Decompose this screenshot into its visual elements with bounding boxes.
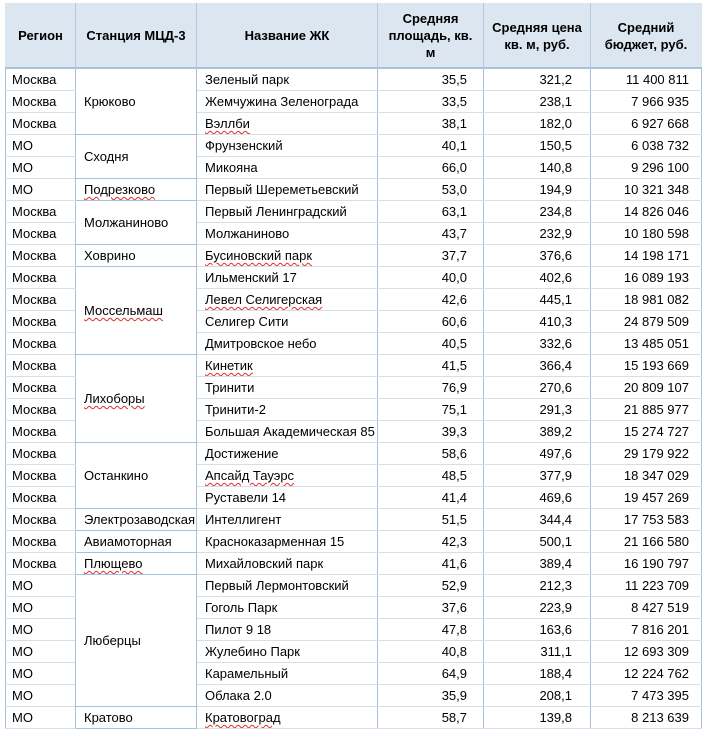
- cell-area[interactable]: 40,8: [378, 641, 484, 663]
- cell-complex-name[interactable]: [197, 179, 378, 201]
- cell-budget[interactable]: 24 879 509: [591, 311, 702, 333]
- cell-budget[interactable]: 18 347 029: [591, 465, 702, 487]
- table-row: [6, 509, 702, 531]
- cell-area[interactable]: 42,3: [378, 531, 484, 553]
- cell-price[interactable]: 291,3: [484, 399, 591, 421]
- cell-complex-name[interactable]: [197, 399, 378, 421]
- cell-price[interactable]: 150,5: [484, 135, 591, 157]
- cell-area[interactable]: 47,8: [378, 619, 484, 641]
- cell-price[interactable]: 376,6: [484, 245, 591, 267]
- table-row: [6, 135, 702, 157]
- cell-area[interactable]: 63,1: [378, 201, 484, 223]
- cell-area[interactable]: 33,5: [378, 91, 484, 113]
- table-row: [6, 707, 702, 729]
- cell-price[interactable]: 163,6: [484, 619, 591, 641]
- complex-name-label: Жулебино Парк: [205, 644, 300, 659]
- cell-station[interactable]: [76, 68, 197, 135]
- cell-station[interactable]: [76, 553, 197, 575]
- station-label: Подрезково: [84, 182, 156, 197]
- complex-name-label: Дмитровское небо: [205, 336, 317, 351]
- residential-complex-table: [5, 3, 702, 729]
- cell-price[interactable]: 234,8: [484, 201, 591, 223]
- cell-region[interactable]: Москва: [6, 487, 76, 509]
- complex-name-label: Красноказарменная 15: [205, 534, 345, 549]
- cell-price[interactable]: 402,6: [484, 267, 591, 289]
- cell-area[interactable]: 51,5: [378, 509, 484, 531]
- cell-station[interactable]: [76, 443, 197, 509]
- cell-price[interactable]: 332,6: [484, 333, 591, 355]
- cell-complex-name[interactable]: [197, 68, 378, 91]
- cell-complex-name[interactable]: [197, 223, 378, 245]
- table-body: [6, 68, 702, 729]
- complex-name-label: Облака 2.0: [205, 688, 272, 703]
- cell-area[interactable]: 64,9: [378, 663, 484, 685]
- cell-complex-name[interactable]: [197, 553, 378, 575]
- cell-complex-name[interactable]: [197, 421, 378, 443]
- station-label: Кратово: [84, 710, 133, 725]
- cell-station[interactable]: [76, 707, 197, 729]
- cell-price[interactable]: 270,6: [484, 377, 591, 399]
- cell-budget[interactable]: 9 296 100: [591, 157, 702, 179]
- cell-area[interactable]: 41,4: [378, 487, 484, 509]
- complex-name-label: Достижение: [205, 446, 279, 461]
- cell-region[interactable]: Москва: [6, 377, 76, 399]
- cell-region[interactable]: Москва: [6, 355, 76, 377]
- cell-budget[interactable]: 18 981 082: [591, 289, 702, 311]
- cell-budget[interactable]: 13 485 051: [591, 333, 702, 355]
- cell-area[interactable]: 58,6: [378, 443, 484, 465]
- cell-budget[interactable]: 8 213 639: [591, 707, 702, 729]
- cell-region[interactable]: Москва: [6, 443, 76, 465]
- table-row: [6, 355, 702, 377]
- cell-area[interactable]: 35,5: [378, 68, 484, 91]
- cell-price[interactable]: 344,4: [484, 509, 591, 531]
- cell-region[interactable]: МО: [6, 619, 76, 641]
- complex-name-label: Тринити-2: [205, 402, 266, 417]
- cell-complex-name[interactable]: [197, 443, 378, 465]
- complex-name-label: Вэллби: [205, 116, 250, 131]
- cell-price[interactable]: 321,2: [484, 68, 591, 91]
- cell-area[interactable]: 66,0: [378, 157, 484, 179]
- cell-area[interactable]: 43,7: [378, 223, 484, 245]
- cell-budget[interactable]: 7 473 395: [591, 685, 702, 707]
- cell-region[interactable]: МО: [6, 157, 76, 179]
- cell-complex-name[interactable]: [197, 663, 378, 685]
- station-label: Молжаниново: [84, 215, 169, 230]
- cell-budget[interactable]: 21 885 977: [591, 399, 702, 421]
- cell-region[interactable]: МО: [6, 641, 76, 663]
- cell-price[interactable]: 238,1: [484, 91, 591, 113]
- cell-complex-name[interactable]: [197, 267, 378, 289]
- cell-price[interactable]: 140,8: [484, 157, 591, 179]
- complex-name-label: Жемчужина Зеленограда: [205, 94, 359, 109]
- complex-name-label: Тринити: [205, 380, 255, 395]
- cell-price[interactable]: 182,0: [484, 113, 591, 135]
- cell-area[interactable]: 58,7: [378, 707, 484, 729]
- cell-area[interactable]: 39,3: [378, 421, 484, 443]
- table-row: [6, 553, 702, 575]
- cell-area[interactable]: 38,1: [378, 113, 484, 135]
- cell-region[interactable]: Москва: [6, 267, 76, 289]
- cell-budget[interactable]: 17 753 583: [591, 509, 702, 531]
- station-label: Ховрино: [84, 248, 136, 263]
- cell-area[interactable]: 40,5: [378, 333, 484, 355]
- station-label: Авиамоторная: [84, 534, 172, 549]
- cell-budget[interactable]: 14 826 046: [591, 201, 702, 223]
- cell-region[interactable]: Москва: [6, 421, 76, 443]
- cell-area[interactable]: 52,9: [378, 575, 484, 597]
- cell-budget[interactable]: 19 457 269: [591, 487, 702, 509]
- cell-complex-name[interactable]: [197, 157, 378, 179]
- cell-complex-name[interactable]: [197, 311, 378, 333]
- cell-area[interactable]: 76,9: [378, 377, 484, 399]
- cell-price[interactable]: 389,2: [484, 421, 591, 443]
- cell-region[interactable]: Москва: [6, 289, 76, 311]
- cell-region[interactable]: Москва: [6, 223, 76, 245]
- complex-name-label: Микояна: [205, 160, 258, 175]
- cell-price[interactable]: 194,9: [484, 179, 591, 201]
- header-area[interactable]: Средняя площадь, кв. м: [378, 4, 484, 69]
- cell-station[interactable]: [76, 355, 197, 443]
- cell-complex-name[interactable]: [197, 245, 378, 267]
- complex-name-label: Кинетик: [205, 358, 253, 373]
- station-label: Крюково: [84, 94, 136, 109]
- cell-budget[interactable]: 15 193 669: [591, 355, 702, 377]
- cell-complex-name[interactable]: [197, 333, 378, 355]
- header-row: [6, 4, 702, 69]
- cell-budget[interactable]: 11 223 709: [591, 575, 702, 597]
- cell-complex-name[interactable]: [197, 509, 378, 531]
- cell-complex-name[interactable]: [197, 201, 378, 223]
- complex-name-label: Апсайд Тауэрс: [205, 468, 295, 483]
- cell-price[interactable]: 212,3: [484, 575, 591, 597]
- complex-name-label: Гоголь Парк: [205, 600, 278, 615]
- table-row: [6, 201, 702, 223]
- complex-name-label: Бусиновский парк: [205, 248, 313, 263]
- cell-region[interactable]: Москва: [6, 311, 76, 333]
- complex-name-label: Молжаниново: [205, 226, 290, 241]
- cell-station[interactable]: [76, 531, 197, 553]
- cell-budget[interactable]: 16 089 193: [591, 267, 702, 289]
- cell-budget[interactable]: 15 274 727: [591, 421, 702, 443]
- station-label: Лихоборы: [84, 391, 145, 406]
- cell-region[interactable]: МО: [6, 597, 76, 619]
- cell-area[interactable]: 40,0: [378, 267, 484, 289]
- cell-budget[interactable]: 6 927 668: [591, 113, 702, 135]
- cell-budget[interactable]: 10 321 348: [591, 179, 702, 201]
- table-row: [6, 531, 702, 553]
- table-row: [6, 443, 702, 465]
- cell-area[interactable]: 75,1: [378, 399, 484, 421]
- table-header: [6, 4, 702, 69]
- cell-area[interactable]: 48,5: [378, 465, 484, 487]
- cell-budget[interactable]: 16 190 797: [591, 553, 702, 575]
- cell-price[interactable]: 497,6: [484, 443, 591, 465]
- cell-price[interactable]: 188,4: [484, 663, 591, 685]
- cell-area[interactable]: 41,6: [378, 553, 484, 575]
- header-price[interactable]: Средняя цена кв. м, руб.: [484, 4, 591, 69]
- cell-area[interactable]: 53,0: [378, 179, 484, 201]
- cell-budget[interactable]: 21 166 580: [591, 531, 702, 553]
- station-label: Плющево: [84, 556, 143, 571]
- cell-area[interactable]: 60,6: [378, 311, 484, 333]
- cell-budget[interactable]: 7 816 201: [591, 619, 702, 641]
- cell-budget[interactable]: 12 693 309: [591, 641, 702, 663]
- complex-name-label: Зеленый парк: [205, 72, 290, 87]
- cell-budget[interactable]: 12 224 762: [591, 663, 702, 685]
- cell-price[interactable]: 366,4: [484, 355, 591, 377]
- header-name[interactable]: Название ЖК: [197, 4, 378, 69]
- table-row: [6, 245, 702, 267]
- table-container: [5, 3, 702, 729]
- cell-area[interactable]: 37,6: [378, 597, 484, 619]
- complex-name-label: Первый Лермонтовский: [205, 578, 349, 593]
- cell-station[interactable]: [76, 201, 197, 245]
- cell-station[interactable]: [76, 575, 197, 707]
- cell-complex-name[interactable]: [197, 135, 378, 157]
- header-station[interactable]: Станция МЦД-3: [76, 4, 197, 69]
- cell-region[interactable]: Москва: [6, 201, 76, 223]
- cell-region[interactable]: Москва: [6, 245, 76, 267]
- cell-price[interactable]: 377,9: [484, 465, 591, 487]
- table-row: [6, 267, 702, 289]
- cell-region[interactable]: МО: [6, 663, 76, 685]
- cell-region[interactable]: Москва: [6, 465, 76, 487]
- cell-region[interactable]: МО: [6, 135, 76, 157]
- cell-budget[interactable]: 14 198 171: [591, 245, 702, 267]
- cell-price[interactable]: 139,8: [484, 707, 591, 729]
- cell-complex-name[interactable]: [197, 487, 378, 509]
- cell-complex-name[interactable]: [197, 619, 378, 641]
- complex-name-label: Первый Ленинградский: [205, 204, 347, 219]
- cell-station[interactable]: [76, 509, 197, 531]
- cell-region[interactable]: МО: [6, 685, 76, 707]
- cell-budget[interactable]: 6 038 732: [591, 135, 702, 157]
- cell-region[interactable]: Москва: [6, 509, 76, 531]
- complex-name-label: Первый Шереметьевский: [205, 182, 359, 197]
- cell-area[interactable]: 40,1: [378, 135, 484, 157]
- cell-region[interactable]: МО: [6, 575, 76, 597]
- cell-region[interactable]: Москва: [6, 553, 76, 575]
- station-label: Останкино: [84, 468, 149, 483]
- cell-price[interactable]: 500,1: [484, 531, 591, 553]
- cell-price[interactable]: 389,4: [484, 553, 591, 575]
- cell-complex-name[interactable]: [197, 597, 378, 619]
- cell-region[interactable]: Москва: [6, 531, 76, 553]
- cell-area[interactable]: 42,6: [378, 289, 484, 311]
- cell-price[interactable]: 311,1: [484, 641, 591, 663]
- cell-budget[interactable]: 11 400 811: [591, 68, 702, 91]
- complex-name-label: Селигер Сити: [205, 314, 289, 329]
- complex-name-label: Интеллигент: [205, 512, 282, 527]
- cell-region[interactable]: Москва: [6, 68, 76, 91]
- complex-name-label: Ильменский 17: [205, 270, 297, 285]
- complex-name-label: Фрунзенский: [205, 138, 283, 153]
- complex-name-label: Михайловский парк: [205, 556, 324, 571]
- cell-complex-name[interactable]: [197, 685, 378, 707]
- cell-station[interactable]: [76, 179, 197, 201]
- cell-budget[interactable]: 8 427 519: [591, 597, 702, 619]
- cell-budget[interactable]: 20 809 107: [591, 377, 702, 399]
- cell-region[interactable]: Москва: [6, 113, 76, 135]
- cell-complex-name[interactable]: [197, 465, 378, 487]
- cell-price[interactable]: 445,1: [484, 289, 591, 311]
- cell-price[interactable]: 410,3: [484, 311, 591, 333]
- cell-station[interactable]: [76, 135, 197, 179]
- station-label: Моссельмаш: [84, 303, 163, 318]
- cell-complex-name[interactable]: [197, 575, 378, 597]
- cell-region[interactable]: Москва: [6, 399, 76, 421]
- header-region[interactable]: Регион: [6, 4, 76, 69]
- cell-price[interactable]: 223,9: [484, 597, 591, 619]
- complex-name-label: Карамельный: [205, 666, 289, 681]
- cell-price[interactable]: 232,9: [484, 223, 591, 245]
- cell-budget[interactable]: 7 966 935: [591, 91, 702, 113]
- station-label: Сходня: [84, 149, 129, 164]
- table-row: [6, 68, 702, 91]
- station-label: Люберцы: [84, 633, 141, 648]
- table-row: [6, 179, 702, 201]
- cell-region[interactable]: Москва: [6, 333, 76, 355]
- cell-price[interactable]: 469,6: [484, 487, 591, 509]
- complex-name-label: Пилот 9 18: [205, 622, 272, 637]
- complex-name-label: Руставели 14: [205, 490, 287, 505]
- cell-complex-name[interactable]: [197, 707, 378, 729]
- cell-station[interactable]: [76, 245, 197, 267]
- cell-complex-name[interactable]: [197, 377, 378, 399]
- cell-complex-name[interactable]: [197, 641, 378, 663]
- table-row: [6, 575, 702, 597]
- cell-complex-name[interactable]: [197, 531, 378, 553]
- cell-region[interactable]: Москва: [6, 91, 76, 113]
- complex-name-label: Кратовоград: [205, 710, 281, 725]
- header-budget[interactable]: Средний бюджет, руб.: [591, 4, 702, 69]
- cell-area[interactable]: 37,7: [378, 245, 484, 267]
- cell-budget[interactable]: 29 179 922: [591, 443, 702, 465]
- cell-complex-name[interactable]: [197, 113, 378, 135]
- cell-area[interactable]: 41,5: [378, 355, 484, 377]
- complex-name-label: Левел Селигерская: [205, 292, 323, 307]
- cell-complex-name[interactable]: [197, 91, 378, 113]
- station-label: Электрозаводская: [84, 512, 196, 527]
- cell-budget[interactable]: 10 180 598: [591, 223, 702, 245]
- cell-complex-name[interactable]: [197, 355, 378, 377]
- cell-price[interactable]: 208,1: [484, 685, 591, 707]
- cell-station[interactable]: [76, 267, 197, 355]
- cell-region[interactable]: МО: [6, 707, 76, 729]
- complex-name-label: Большая Академическая 85: [205, 424, 375, 439]
- cell-area[interactable]: 35,9: [378, 685, 484, 707]
- cell-complex-name[interactable]: [197, 289, 378, 311]
- cell-region[interactable]: МО: [6, 179, 76, 201]
